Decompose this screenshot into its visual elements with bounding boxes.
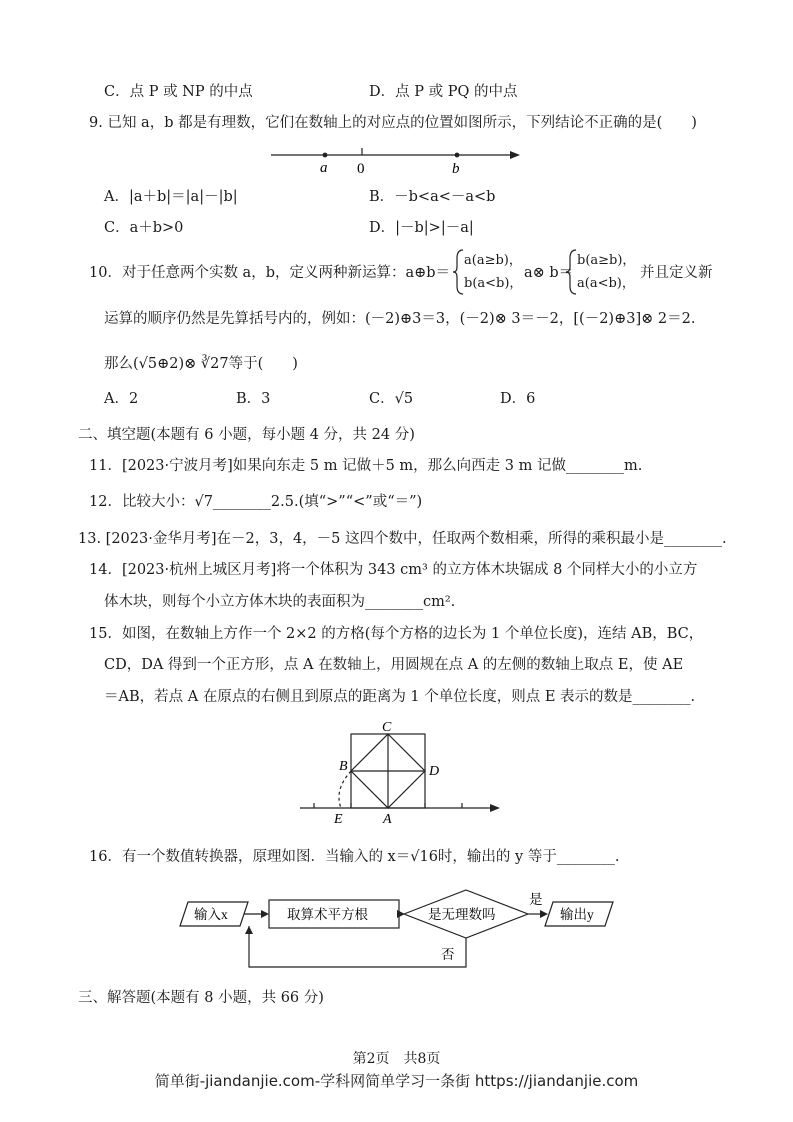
label-e: E <box>334 812 343 826</box>
q9-option-b: B．－b<a<－a<b <box>369 189 496 205</box>
point-a <box>323 153 328 158</box>
q9-option-d: D．|－b|>|－a| <box>369 220 474 236</box>
q10-otimes-case2: a(a<b)， <box>577 276 635 291</box>
q10-otimes-lead: a⊗ b＝ <box>524 265 574 281</box>
label-b: b <box>452 161 460 177</box>
q12: 12．比较大小：√7________2.5.(填“>”“<”或“＝”) <box>89 494 423 510</box>
label-zero: 0 <box>357 161 365 177</box>
q10-oplus-case1: a(a≥b)， <box>464 253 522 268</box>
q10-option-b: B．3 <box>236 391 271 407</box>
section3-heading: 三、解答题(本题有 8 小题，共 66 分) <box>78 990 324 1006</box>
q10-oplus-case2: b(a<b)， <box>464 276 523 291</box>
compass-arc <box>339 771 351 808</box>
q9-option-c: C．a＋b>0 <box>104 220 184 236</box>
label-a: A <box>383 812 392 826</box>
q9-option-a: A．|a＋b|＝|a|－|b| <box>104 189 238 205</box>
q10-stem-end: 并且定义新 <box>640 265 713 281</box>
page-number: 第2页 共8页 <box>352 1051 441 1067</box>
q10-line3: 那么(√5⊕2)⊗ ∛27等于( ) <box>104 356 298 372</box>
q9-number-line-figure <box>268 140 523 178</box>
q8-option-d: D．点 P 或 PQ 的中点 <box>369 84 518 100</box>
q15-line3: ＝AB，若点 A 在原点的右侧且到原点的距离为 1 个单位长度，则点 E 表示的数是________. <box>104 689 696 705</box>
label-a: a <box>320 160 328 176</box>
number-line-arrow <box>510 151 520 159</box>
q14-line1: 14．[2023·杭州上城区月考]将一个体积为 343 cm³ 的立方体木块锯成 8 个同样大小的小立方 <box>89 562 698 578</box>
q16-flowchart <box>176 882 616 972</box>
q9-stem: 9. 已知 a，b 都是有理数，它们在数轴上的对应点的位置如图所示，下列结论不正确的是( ) <box>89 115 697 131</box>
label-d: D <box>429 764 440 779</box>
flow-no-label: 否 <box>441 947 455 962</box>
q16-stem: 16．有一个数值转换器，原理如图．当输入的 x＝√16时，输出的 y 等于________. <box>89 849 620 865</box>
label-c: C <box>382 720 392 735</box>
number-line-arrow <box>490 804 500 812</box>
q14-line2: 体木块，则每个小立方体木块的表面积为________cm². <box>104 594 456 610</box>
q10-option-a: A．2 <box>104 391 139 407</box>
q11: 11．[2023·宁波月考]如果向东走 5 m 记做＋5 m，那么向西走 3 m 记做________m. <box>89 458 643 474</box>
q8-option-c: C．点 P 或 NP 的中点 <box>104 84 253 100</box>
point-b <box>455 153 460 158</box>
label-b: B <box>339 759 348 774</box>
footer-watermark: 简单街-jiandanjie.com-学科网简单学习一条街 https://jiandanjie.com <box>154 1072 639 1090</box>
q15-grid-figure <box>296 718 504 826</box>
q10-line2: 运算的顺序仍然是先算括号内的，例如：(－2)⊕3＝3，(－2)⊗ 3＝－2，[(－2)⊕3]⊗ 2＝2. <box>104 311 696 327</box>
no-loop-line <box>249 926 466 967</box>
q10-stem-start: 10．对于任意两个实数 a，b，定义两种新运算：a⊕b＝ <box>89 265 451 281</box>
q10-option-c: C．√5 <box>369 391 414 407</box>
q15-line2: CD，DA 得到一个正方形，点 A 在数轴上，用圆规在点 A 的左侧的数轴上取点 E，使 AE <box>104 657 684 673</box>
section2-heading: 二、填空题(本题有 6 小题，每小题 4 分，共 24 分) <box>78 427 415 443</box>
q10-otimes-case1: b(a≥b)， <box>577 253 636 268</box>
q10-option-d: D．6 <box>500 391 536 407</box>
flow-decision-label: 是无理数吗 <box>428 907 496 922</box>
q15-line1: 15．如图，在数轴上方作一个 2×2 的方格(每个方格的边长为 1 个单位长度)，连结 AB，BC， <box>89 626 704 642</box>
flow-output-label: 输出y <box>560 907 594 922</box>
flow-yes-label: 是 <box>529 892 543 907</box>
flow-step-label: 取算术平方根 <box>287 907 368 922</box>
q13: 13. [2023·金华月考]在－2，3，4，－5 这四个数中，任取两个数相乘，所得的乘积最小是________. <box>78 531 727 547</box>
flow-input-label: 输入x <box>194 907 228 922</box>
